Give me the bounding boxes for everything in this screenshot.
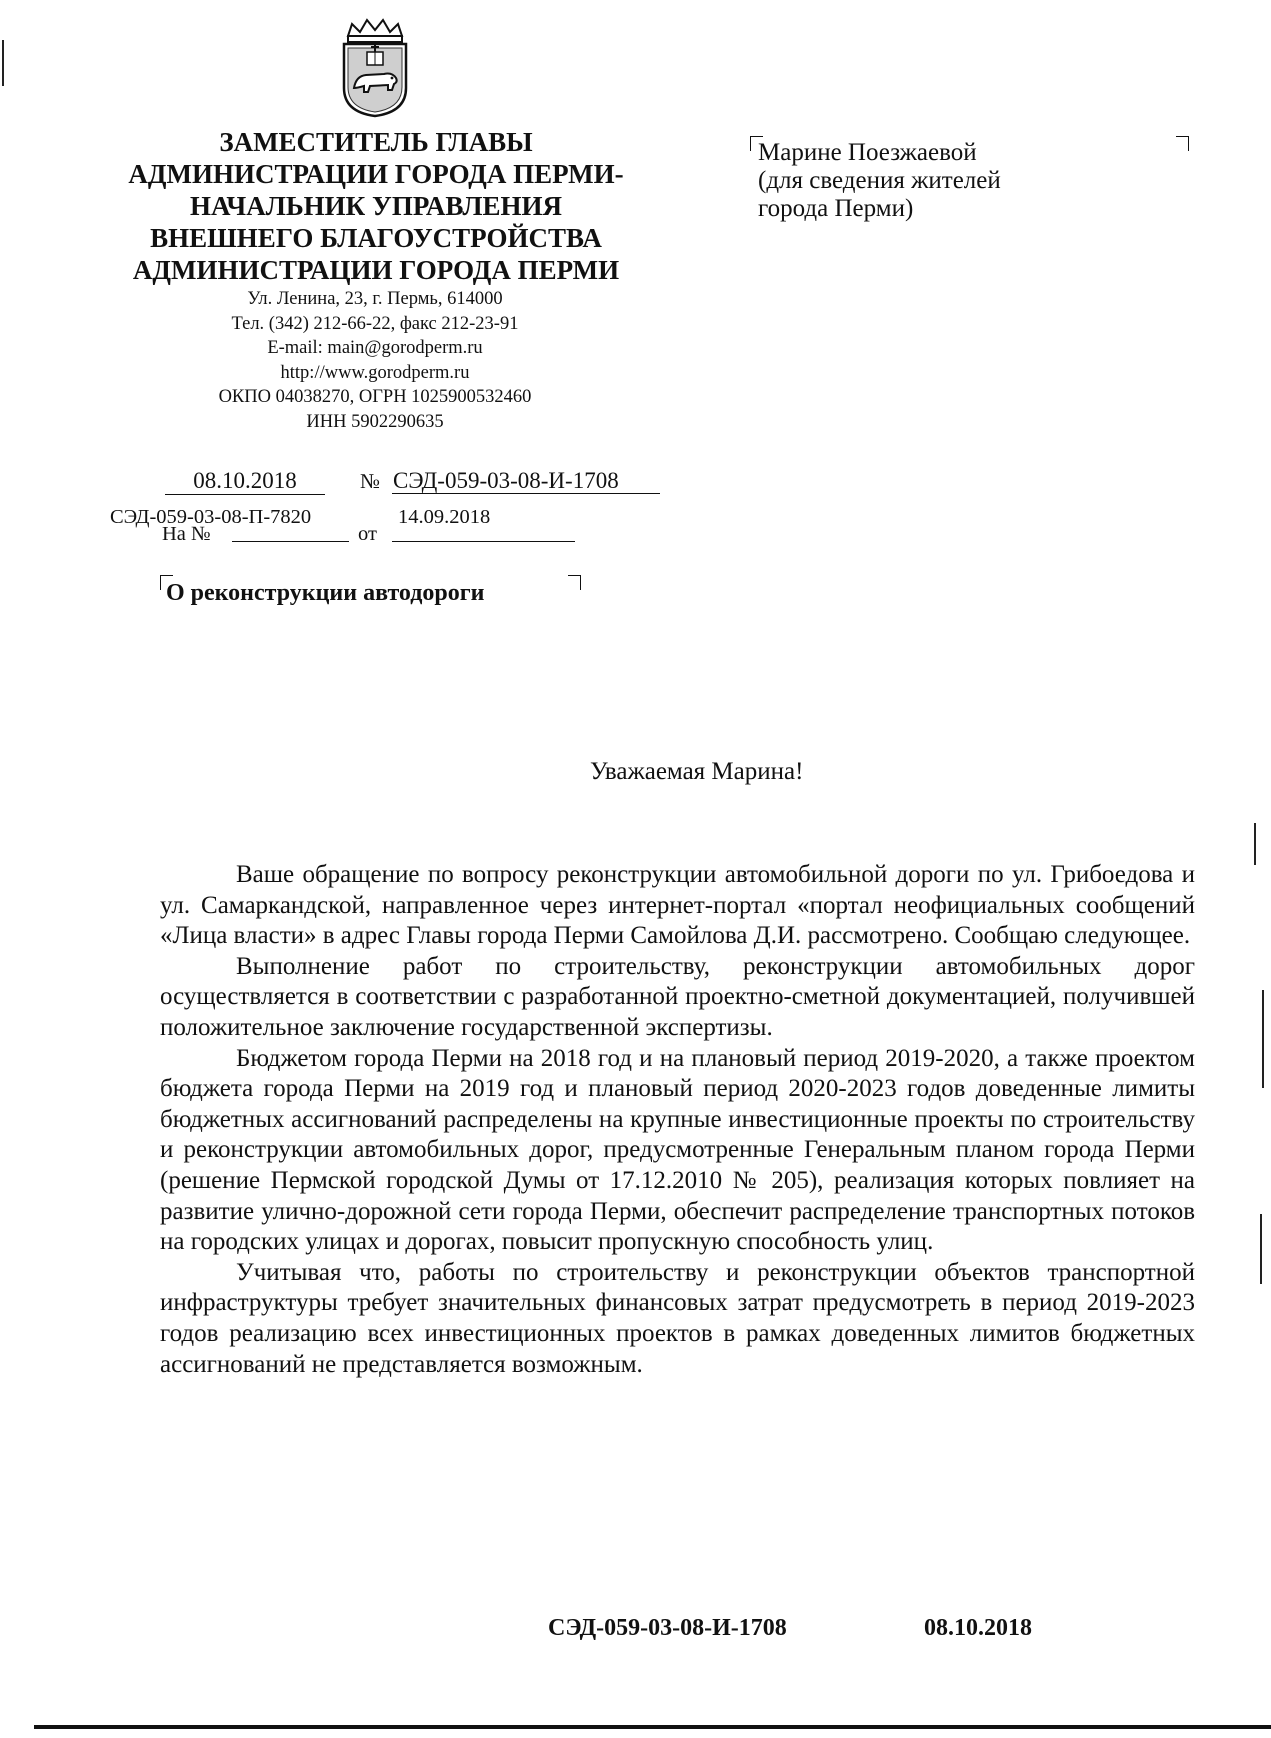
footer-registration-date: 08.10.2018: [924, 1615, 1032, 1641]
incoming-number: СЭД-059-03-08-П-7820: [110, 506, 312, 528]
incoming-number-underline: [232, 541, 349, 542]
body-paragraph: Учитывая что, работы по строительству и реконструкции объектов транспортной инфраструктуры требует значительных финансовых затрат предусмотреть в период 2019-2023 годов реализацию всех инвестиционных проектов в рамках доведенных лимитов бюджетных ассигнований не представляется возможным.: [160, 1258, 1195, 1378]
recipient-note: города Перми): [758, 195, 914, 222]
bottom-rule: [34, 1725, 1271, 1729]
registration-number-label: №: [360, 469, 381, 493]
letter-body: [160, 860, 1195, 1380]
issuer-phone: Тел. (342) 212-66-22, факс 212-23-91: [231, 313, 519, 334]
incoming-date-underline: [392, 541, 575, 542]
issuer-title-line: ВНЕШНЕГО БЛАГОУСТРОЙСТВА: [150, 223, 602, 253]
issuer-email: E-mail: main@gorodperm.ru: [267, 338, 483, 358]
incoming-date-label: от: [358, 523, 377, 545]
recipient-name: Марине Поезжаевой: [758, 139, 977, 166]
issuer-okpo-ogrn: ОКПО 04038270, ОГРН 1025900532460: [218, 387, 532, 407]
issuer-address: Ул. Ленина, 23, г. Пермь, 614000: [247, 289, 503, 309]
recipient-block: [758, 139, 1188, 223]
registration-date: 08.10.2018: [165, 468, 325, 495]
registration-number: СЭД-059-03-08-И-1708: [393, 468, 619, 493]
letter-subject: О реконструкции автодороги: [166, 580, 485, 606]
footer-registration-number: СЭД-059-03-08-И-1708: [548, 1615, 787, 1641]
scan-edge-mark: [1262, 990, 1264, 1088]
issuer-title: [78, 126, 674, 286]
issuer-title-line: НАЧАЛЬНИК УПРАВЛЕНИЯ: [190, 191, 562, 221]
issuer-header: [78, 126, 674, 286]
scan-edge-mark: [2, 40, 4, 86]
issuer-website: http://www.gorodperm.ru: [280, 362, 470, 383]
body-paragraph: Бюджетом города Перми на 2018 год и на плановый период 2019-2020, а также проектом бюджета города Перми на 2019 год и плановый период 2020-2023 годов доведенные лимиты бюджетных ассигнований распределены на крупные инвестиционные проекты по строительству и реконструкции автомобильных дорог, предусмотренные Генеральным планом города Перми (решение Пермской городской Думы от 17.12.2010 № 205), реализация которых повлияет на развитие улично-дорожной сети города Перми, обеспечит распределение транспортных потоков на городских улицах и дорогах, повысит пропускную способность улиц.: [160, 1044, 1195, 1256]
body-paragraph: Выполнение работ по строительству, реконструкции автомобильных дорог осуществляется в соответствии с разработанной проектно-сметной документацией, получившей положительное заключение государственной экспертизы.: [160, 952, 1195, 1041]
scan-edge-mark: [1260, 1214, 1262, 1284]
perm-coat-of-arms-icon: [330, 18, 420, 118]
scan-edge-mark: [1254, 823, 1256, 865]
issuer-contacts: [150, 287, 600, 434]
recipient-note: (для сведения жителей: [758, 167, 1001, 194]
incoming-number-label: На №: [162, 523, 211, 545]
subject-corner-mark: [568, 575, 581, 590]
body-paragraph: Ваше обращение по вопросу реконструкции автомобильной дороги по ул. Грибоедова и ул. Самаркандской, направленное через интернет-портал «портал неофициальных сообщений «Лица власти» в адрес Главы города Перми Самойлова Д.И. рассмотрено. Сообщаю следующее.: [160, 861, 1195, 950]
salutation: Уважаемая Марина!: [590, 758, 804, 785]
incoming-date: 14.09.2018: [398, 506, 491, 528]
issuer-inn: ИНН 5902290635: [306, 411, 444, 432]
issuer-title-line: ЗАМЕСТИТЕЛЬ ГЛАВЫ: [219, 127, 533, 157]
issuer-title-line: АДМИНИСТРАЦИИ ГОРОДА ПЕРМИ-: [128, 159, 624, 189]
registration-number-underline: [392, 493, 660, 494]
issuer-title-line: АДМИНИСТРАЦИИ ГОРОДА ПЕРМИ: [132, 255, 620, 285]
